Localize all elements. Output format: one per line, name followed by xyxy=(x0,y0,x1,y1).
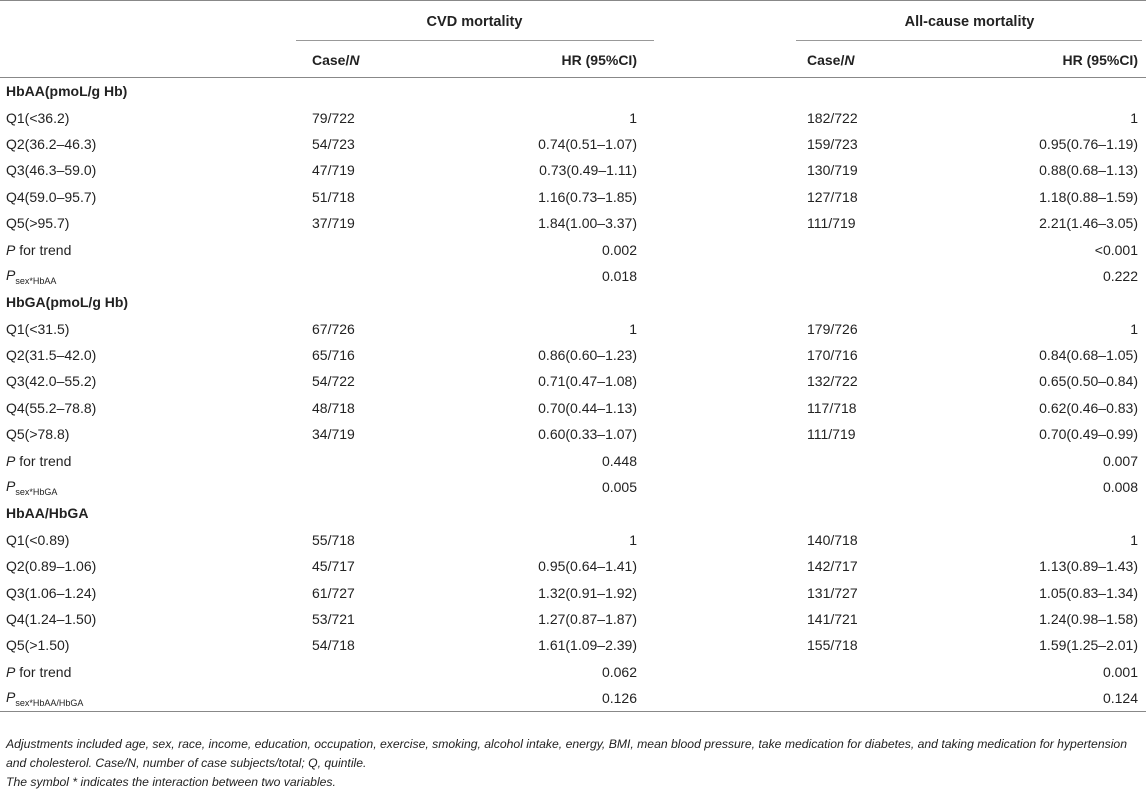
empty-cell xyxy=(793,236,970,262)
all-hr-cell: 1.59(1.25–2.01) xyxy=(1039,637,1138,654)
gap-cell xyxy=(651,606,793,632)
all-hr-cell: 0.70(0.49–0.99) xyxy=(1039,426,1138,443)
cvd-hr-cell: 1 xyxy=(629,109,637,126)
table-row xyxy=(0,316,1146,342)
all-p-interaction-value: 0.008 xyxy=(1102,479,1138,496)
cvd-case-cell: 48/718 xyxy=(312,399,355,416)
empty-cell xyxy=(298,659,475,685)
empty-cell xyxy=(970,78,1146,105)
cvd-hr-cell: 1.32(0.91–1.92) xyxy=(538,584,637,601)
row-label: Q1(<36.2) xyxy=(6,109,70,126)
all-hr-cell: 1.18(0.88–1.59) xyxy=(1039,188,1138,205)
p-italic: P xyxy=(6,241,16,258)
p-italic: P xyxy=(6,663,16,680)
gap-cell xyxy=(651,685,793,712)
section-title: HbGA(pmoL/g Hb) xyxy=(6,294,129,311)
all-p-interaction-value: 0.124 xyxy=(1102,690,1138,707)
p-interaction-label xyxy=(0,685,298,712)
cvd-hr-cell: 0.71(0.47–1.08) xyxy=(538,373,637,390)
footnote-symbol: The symbol * indicates the interaction between two variables. xyxy=(6,775,336,789)
section-header-row xyxy=(0,500,1146,526)
all-case-cell: 182/722 xyxy=(807,109,858,126)
row-label: Q5(>95.7) xyxy=(6,215,70,232)
empty-cell xyxy=(793,78,970,105)
gap-cell xyxy=(651,527,793,553)
p-trend-text: for trend xyxy=(15,663,72,680)
p-italic: P xyxy=(6,688,16,705)
empty-cell xyxy=(298,500,475,526)
table-row xyxy=(0,210,1146,236)
table-row xyxy=(0,579,1146,605)
all-case-cell: 127/718 xyxy=(807,188,858,205)
gap-cell xyxy=(651,43,793,78)
gap-cell xyxy=(651,474,793,500)
all-p-trend-value: <0.001 xyxy=(1094,241,1138,258)
cvd-case-cell: 67/726 xyxy=(312,320,355,337)
cvd-p-interaction-value: 0.126 xyxy=(601,690,637,707)
cvd-case-cell: 65/716 xyxy=(312,347,355,364)
gap-cell xyxy=(651,421,793,447)
all-case-cell: 179/726 xyxy=(807,320,858,337)
table-row xyxy=(0,104,1146,130)
gap-cell xyxy=(651,1,793,44)
cvd-case-cell: 54/718 xyxy=(312,637,355,654)
row-label: Q3(1.06–1.24) xyxy=(6,584,97,601)
row-label: Q2(0.89–1.06) xyxy=(6,558,97,575)
empty-cell xyxy=(298,236,475,262)
p-trend-row xyxy=(0,659,1146,685)
cvd-hr-cell: 1 xyxy=(629,531,637,548)
all-hr-cell: 0.95(0.76–1.19) xyxy=(1039,135,1138,152)
all-hr-cell: 1 xyxy=(1130,109,1138,126)
table-row xyxy=(0,157,1146,183)
cvd-case-cell: 79/722 xyxy=(312,109,355,126)
empty-cell xyxy=(475,289,652,315)
gap-cell xyxy=(651,579,793,605)
cvd-p-trend-value: 0.002 xyxy=(601,241,637,258)
empty-header-cell xyxy=(0,43,298,78)
empty-cell xyxy=(793,500,970,526)
p-italic: P xyxy=(6,266,16,283)
all-p-trend-value: 0.001 xyxy=(1102,663,1138,680)
gap-cell xyxy=(651,236,793,262)
row-label: Q4(55.2–78.8) xyxy=(6,399,97,416)
empty-cell xyxy=(793,474,970,500)
gap-cell xyxy=(651,131,793,157)
row-label: Q5(>78.8) xyxy=(6,426,70,443)
cvd-case-cell: 55/718 xyxy=(312,531,355,548)
all-case-cell: 111/719 xyxy=(807,215,856,232)
cvd-hr-cell: 1.16(0.73–1.85) xyxy=(538,188,637,205)
p-trend-label xyxy=(0,447,298,473)
cvd-hr-cell: 0.74(0.51–1.07) xyxy=(538,135,637,152)
all-case-cell: 155/718 xyxy=(807,637,858,654)
p-interaction-subscript: sex*HbAA/HbGA xyxy=(15,697,84,708)
section-title: HbAA/HbGA xyxy=(6,505,89,522)
p-trend-row xyxy=(0,236,1146,262)
row-label: Q3(46.3–59.0) xyxy=(6,162,97,179)
all-case-cell: 111/719 xyxy=(807,426,856,443)
gap-cell xyxy=(651,342,793,368)
cvd-case-cell: 54/722 xyxy=(312,373,355,390)
p-trend-row xyxy=(0,447,1146,473)
gap-cell xyxy=(651,157,793,183)
gap-cell xyxy=(651,210,793,236)
table-footnote xyxy=(6,735,1136,792)
p-trend-label xyxy=(0,659,298,685)
empty-cell xyxy=(298,447,475,473)
cvd-hr-cell: 1.61(1.09–2.39) xyxy=(538,637,637,654)
empty-cell xyxy=(793,289,970,315)
empty-cell xyxy=(970,289,1146,315)
cvd-group-underline xyxy=(296,40,654,41)
gap-cell xyxy=(651,263,793,289)
all-case-cell: 159/723 xyxy=(807,135,858,152)
cvd-hr-cell: 0.70(0.44–1.13) xyxy=(538,399,637,416)
cvd-hr-cell: 1.84(1.00–3.37) xyxy=(538,215,637,232)
cvd-p-trend-value: 0.448 xyxy=(601,452,637,469)
gap-cell xyxy=(651,395,793,421)
all-case-cell: 170/716 xyxy=(807,347,858,364)
cvd-hr-cell: 0.73(0.49–1.11) xyxy=(539,162,637,179)
all-case-cell: 142/717 xyxy=(807,558,858,575)
all-case-cell: 141/721 xyxy=(807,611,858,627)
cvd-case-header xyxy=(298,43,475,78)
table-row xyxy=(0,421,1146,447)
p-interaction-row xyxy=(0,685,1146,712)
gap-cell xyxy=(651,289,793,315)
table-row xyxy=(0,131,1146,157)
all-case-cell: 132/722 xyxy=(807,373,858,390)
cvd-hr-cell: 0.86(0.60–1.23) xyxy=(538,347,637,364)
p-interaction-label xyxy=(0,474,298,500)
all-hr-cell: 1 xyxy=(1130,320,1138,337)
row-label: Q4(1.24–1.50) xyxy=(6,611,97,627)
all-case-cell: 140/718 xyxy=(807,531,858,548)
empty-cell xyxy=(475,500,652,526)
all-cause-group-underline xyxy=(796,40,1142,41)
table-row xyxy=(0,395,1146,421)
empty-cell xyxy=(298,289,475,315)
gap-cell xyxy=(651,447,793,473)
section-header-row xyxy=(0,289,1146,315)
row-label: Q4(59.0–95.7) xyxy=(6,188,97,205)
p-trend-label xyxy=(0,236,298,262)
all-case-header xyxy=(793,43,970,78)
cvd-hr-cell: 1.27(0.87–1.87) xyxy=(538,611,637,627)
gap-cell xyxy=(651,632,793,658)
row-label: Q2(31.5–42.0) xyxy=(6,347,97,364)
p-italic: P xyxy=(6,477,16,494)
case-n-italic: N xyxy=(349,52,360,68)
all-case-cell: 131/727 xyxy=(807,584,858,601)
p-interaction-row xyxy=(0,474,1146,500)
cvd-case-cell: 47/719 xyxy=(312,162,355,179)
empty-cell xyxy=(298,78,475,105)
empty-cell xyxy=(793,263,970,289)
empty-cell xyxy=(793,659,970,685)
all-hr-header: HR (95%CI) xyxy=(1062,52,1138,68)
all-hr-cell: 1 xyxy=(1130,531,1138,548)
table-row xyxy=(0,368,1146,394)
cvd-case-cell: 53/721 xyxy=(312,611,355,627)
empty-cell xyxy=(475,78,652,105)
empty-cell xyxy=(298,263,475,289)
row-label: Q1(<31.5) xyxy=(6,320,70,337)
empty-cell xyxy=(298,685,475,712)
gap-cell xyxy=(651,78,793,105)
all-case-cell: 130/719 xyxy=(807,162,858,179)
section-title: HbAA(pmoL/g Hb) xyxy=(6,83,128,100)
all-case-cell: 117/718 xyxy=(807,399,857,416)
table-row xyxy=(0,527,1146,553)
all-hr-cell: 0.62(0.46–0.83) xyxy=(1039,399,1138,416)
row-label: Q3(42.0–55.2) xyxy=(6,373,97,390)
all-hr-cell: 2.21(1.46–3.05) xyxy=(1039,215,1138,232)
all-hr-cell: 0.65(0.50–0.84) xyxy=(1039,373,1138,390)
cvd-group-title: CVD mortality xyxy=(426,14,523,30)
p-interaction-label xyxy=(0,263,298,289)
cvd-hr-cell: 0.60(0.33–1.07) xyxy=(538,426,637,443)
cvd-case-cell: 51/718 xyxy=(312,188,355,205)
gap-cell xyxy=(651,500,793,526)
table-row xyxy=(0,632,1146,658)
case-label: Case/ xyxy=(312,52,350,68)
group-header-row xyxy=(0,1,1146,44)
all-p-interaction-value: 0.222 xyxy=(1102,267,1138,284)
table-body xyxy=(0,78,1146,712)
row-label: Q2(36.2–46.3) xyxy=(6,135,97,152)
empty-cell xyxy=(298,474,475,500)
case-label: Case/ xyxy=(807,52,845,68)
empty-cell xyxy=(793,685,970,712)
p-trend-text: for trend xyxy=(15,452,72,469)
table-row xyxy=(0,342,1146,368)
cvd-case-cell: 34/719 xyxy=(312,426,355,443)
row-label: Q5(>1.50) xyxy=(6,637,70,654)
cvd-p-interaction-value: 0.018 xyxy=(601,267,637,284)
p-trend-text: for trend xyxy=(15,241,72,258)
gap-cell xyxy=(651,316,793,342)
cvd-case-cell: 37/719 xyxy=(312,215,355,232)
p-interaction-subscript: sex*HbGA xyxy=(15,486,58,497)
all-p-trend-value: 0.007 xyxy=(1102,452,1138,469)
cvd-hr-cell: 1 xyxy=(629,320,637,337)
all-hr-cell: 0.84(0.68–1.05) xyxy=(1039,347,1138,364)
cvd-hr-header: HR (95%CI) xyxy=(561,52,637,68)
gap-cell xyxy=(651,184,793,210)
cvd-case-cell: 61/727 xyxy=(312,584,355,601)
gap-cell xyxy=(651,659,793,685)
cvd-hr-cell: 0.95(0.64–1.41) xyxy=(538,558,637,575)
all-hr-cell: 1.05(0.83–1.34) xyxy=(1039,584,1138,601)
column-header-row xyxy=(0,43,1146,78)
all-cause-group-title: All-cause mortality xyxy=(904,14,1035,30)
empty-cell xyxy=(793,447,970,473)
row-label: Q1(<0.89) xyxy=(6,531,70,548)
empty-cell xyxy=(970,500,1146,526)
all-hr-cell: 1.13(0.89–1.43) xyxy=(1039,558,1138,575)
gap-cell xyxy=(651,368,793,394)
table-row xyxy=(0,553,1146,579)
case-n-italic: N xyxy=(844,52,855,68)
cvd-case-cell: 45/717 xyxy=(312,558,355,575)
footnote-adjustments: Adjustments included age, sex, race, income, education, occupation, exercise, smoking, alcohol intake, energy, BMI, mean blood pressure, take medication for diabetes, and taking medication for hypertension and cholesterol. Case/N, number of case subjects/total; Q, quintile. xyxy=(6,737,1127,770)
gap-cell xyxy=(651,104,793,130)
cvd-case-cell: 54/723 xyxy=(312,135,355,152)
p-italic: P xyxy=(6,452,16,469)
empty-header-cell xyxy=(0,1,298,44)
gap-cell xyxy=(651,553,793,579)
table-row xyxy=(0,184,1146,210)
cvd-p-trend-value: 0.062 xyxy=(601,663,637,680)
p-interaction-row xyxy=(0,263,1146,289)
table-row xyxy=(0,606,1146,632)
cvd-p-interaction-value: 0.005 xyxy=(601,479,637,496)
all-hr-cell: 1.24(0.98–1.58) xyxy=(1039,611,1138,627)
all-hr-cell: 0.88(0.68–1.13) xyxy=(1039,162,1138,179)
p-interaction-subscript: sex*HbAA xyxy=(15,275,57,286)
section-header-row xyxy=(0,78,1146,105)
